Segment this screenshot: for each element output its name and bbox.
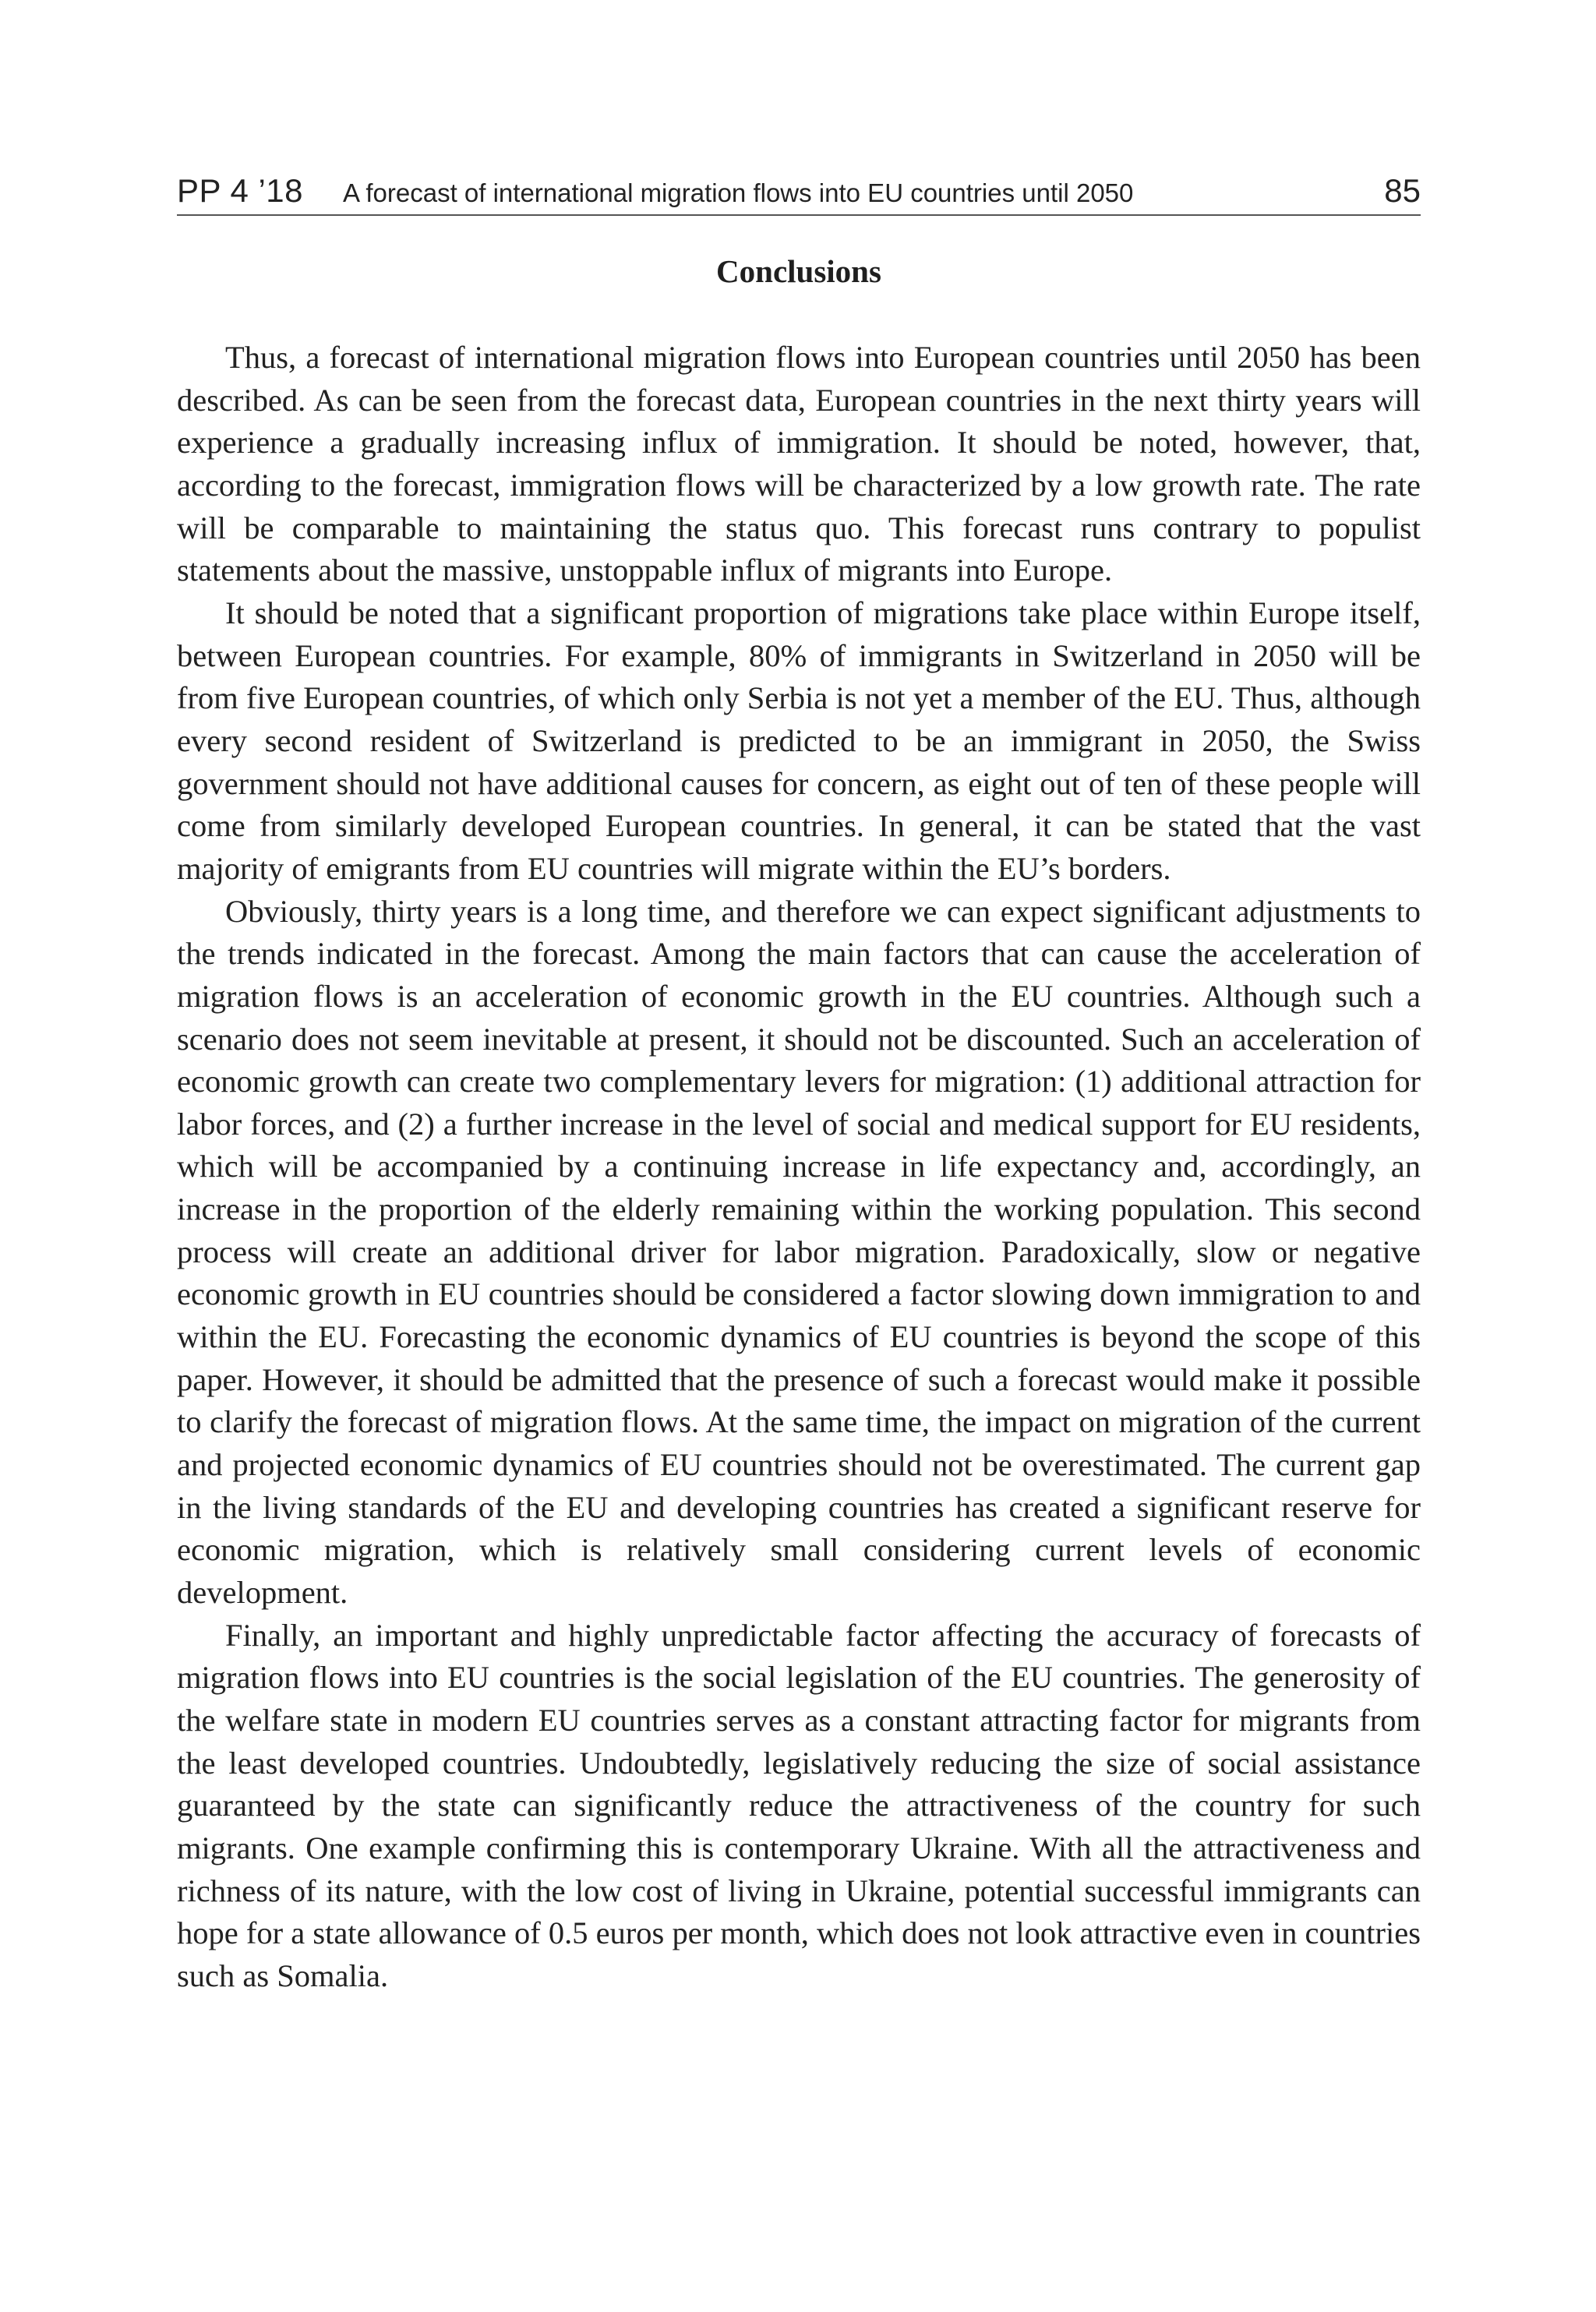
page-number: 85 xyxy=(1384,172,1421,209)
paragraph-1: Thus, a forecast of international migration flows into European countries until 2050 has been described. As can be seen from the forecast data, European countries in the next thirty years will experience a gradually increasing influx of immigration. It should be noted, however, that, according to the forecast, immigration flows will be characterized by a low growth rate. The rate will be comparable to maintaining the status quo. This forecast runs contrary to populist statements about the massive, unstoppable influx of migrants into Europe. xyxy=(177,340,1421,588)
running-title: A forecast of international migration flows into EU countries until 2050 xyxy=(343,178,1134,207)
paragraph-4: Finally, an important and highly unpredictable factor affecting the accuracy of forecasts of migration flows into EU countries is the social legislation of the EU countries. The generosity of the welfare state in modern EU countries serves as a constant attracting factor for migrants from the least developed countries. Undoubtedly, legislatively reducing the size of social assistance guaranteed by the state can significantly reduce the attractiveness of the country for such migrants. One example confirming this is contemporary Ukraine. With all the attractiveness and richness of its nature, with the low cost of living in Ukraine, potential successful immigrants can hope for a state allowance of 0.5 euros per month, which does not look attractive even in countries such as Somalia. xyxy=(177,1617,1421,1993)
journal-issue-label: PP 4 ’18 xyxy=(177,172,304,209)
body-text xyxy=(177,337,1421,1998)
paragraph-2: It should be noted that a significant proportion of migrations take place within Europe itself, between European countries. For example, 80% of immigrants in Switzerland in 2050 will be from five European countries, of which only Serbia is not yet a member of the EU. Thus, although every second resident of Switzerland is predicted to be an immigrant in 2050, the Swiss government should not have additional causes for concern, as eight out of ten of these people will come from similarly developed European countries. In general, it can be stated that the vast majority of emigrants from EU countries will migrate within the EU’s borders. xyxy=(177,595,1421,886)
running-header xyxy=(177,168,1421,216)
section-heading: Conclusions xyxy=(716,253,881,289)
paragraph-3: Obviously, thirty years is a long time, and therefore we can expect significant adjustments to the trends indicated in the forecast. Among the main factors that can cause the acceleration of migration flows is an acceleration of economic growth in the EU countries. Although such a scenario does not seem inevitable at present, it should not be discounted. Such an acceleration of economic growth can create two complementary levers for migration: (1) additional attraction for labor forces, and (2) a further increase in the level of social and medical support for EU residents, which will be accompanied by a continuing increase in life expectancy and, accordingly, an increase in the proportion of the elderly remaining within the working population. This second process will create an additional driver for labor migration. Paradoxically, slow or negative economic growth in EU countries should be considered a factor slowing down immigration to and within the EU. Forecasting the economic dynamics of EU countries is beyond the scope of this paper. However, it should be admitted that the presence of such a forecast would make it possible to clarify the forecast of migration flows. At the same time, the impact on migration of the current and projected economic dynamics of EU countries should not be overestimated. The current gap in the living standards of the EU and developing countries has created a significant reserve for economic migration, which is relatively small considering current levels of economic development. xyxy=(177,893,1421,1611)
